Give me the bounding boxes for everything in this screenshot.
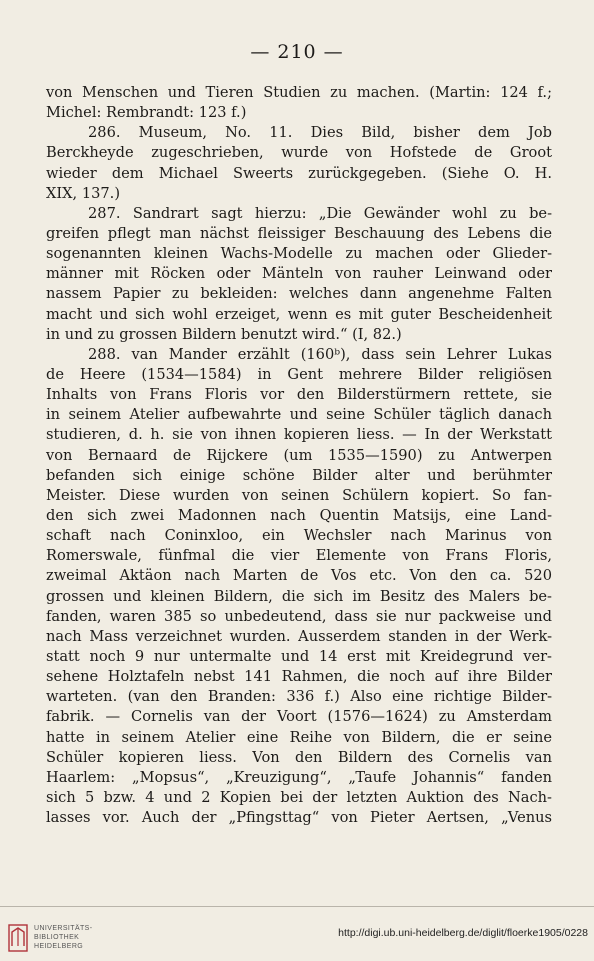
text-line: Haarlem: „Mopsus“, „Kreuzigung“, „Taufe Johannis“ fanden [46,768,552,786]
footer-divider [0,906,594,907]
text-line: studieren, d. h. sie von ihnen kopieren liess. — In der Werkstatt [46,426,552,444]
text-line: greifen pflegt man nächst fleissiger Beschauung des Lebens die [46,224,552,242]
text-line: nach Mass verzeichnet wurden. Ausserdem standen in der Werk- [46,627,552,645]
text-line: sehene Holztafeln nebst 141 Rahmen, die noch auf ihre Bilder [46,668,552,686]
text-line: fabrik. — Cornelis van der Voort (1576—1624) zu Amsterdam [46,708,552,726]
text-line: Schüler kopieren liess. Von den Bildern des Cornelis van [46,748,552,766]
text-line: statt noch 9 nur untermalte und 14 erst mit Kreidegrund ver- [46,647,552,665]
text-line: fanden, waren 385 so unbedeutend, dass sie nur packweise und [46,607,552,625]
library-logo [8,922,158,956]
library-seal-icon [8,924,28,952]
text-line: den sich zwei Madonnen nach Quentin Matsijs, eine Land- [46,506,552,524]
text-line: warteten. (van den Branden: 336 f.) Also eine richtige Bilder- [46,688,552,706]
body-text [46,83,552,828]
text-line: Michel: Rembrandt: 123 f.) [46,104,247,122]
text-line: lasses vor. Auch der „Pfingsttag“ von Pieter Aertsen, „Venus [46,809,552,827]
text-line: von Menschen und Tieren Studien zu machen. (Martin: 124 f.; [46,84,552,101]
text-line: schaft nach Coninxloo, ein Wechsler nach Marinus von [46,527,552,545]
page-number: — 210 — [250,41,344,63]
text-line: hatte in seinem Atelier eine Reihe von Bildern, die er seine [46,728,552,746]
text-line: Romerswale, fünfmal die vier Elemente von Frans Floris, [46,547,552,565]
text-line: Meister. Diese wurden von seinen Schülern kopiert. So fan- [46,486,552,504]
text-line: sogenannten kleinen Wachs-Modelle zu machen oder Glieder- [46,245,552,263]
text-line: männer mit Röcken oder Mänteln von rauher Leinwand oder [46,265,552,283]
text-line: grossen und kleinen Bildern, die sich im Besitz des Malers be- [46,587,552,605]
text-line: macht und sich wohl erzeiget, wenn es mit guter Bescheidenheit [46,305,552,323]
text-line: in und zu grossen Bildern benutzt wird.“ (I, 82.) [46,325,402,343]
logo-line: UNIVERSITÄTS- [34,925,93,932]
text-line: 288. van Mander erzählt (160ᵇ), dass sein Lehrer Lukas [88,345,552,363]
text-line: Berckheyde zugeschrieben, wurde von Hofstede de Groot [46,144,552,162]
text-line: zweimal Aktäon nach Marten de Vos etc. Von den ca. 520 [46,567,552,585]
text-line: nassem Papier zu bekleiden: welches dann angenehme Falten [46,285,552,303]
text-line: XIX, 137.) [46,184,121,202]
text-line: in seinem Atelier aufbewahrte und seine Schüler täglich danach [46,406,552,424]
logo-line: HEIDELBERG [34,943,84,950]
source-url-link[interactable]: http://digi.ub.uni-heidelberg.de/diglit/floerke1905/0228 [338,927,588,939]
text-line: befanden sich einige schöne Bilder alter und berühmter [46,466,552,484]
logo-line: BIBLIOTHEK [34,934,80,941]
text-line: Inhalts von Frans Floris vor den Bilderstürmern rettete, sie [46,386,552,404]
text-line: 286. Museum, No. 11. Dies Bild, bisher dem Job [88,124,552,142]
text-line: sich 5 bzw. 4 und 2 Kopien bei der letzten Auktion des Nach- [46,788,552,806]
text-line: von Bernaard de Rijckere (um 1535—1590) zu Antwerpen [46,446,552,464]
text-line: wieder dem Michael Sweerts zurückgegeben. (Siehe O. H. [46,164,552,182]
text-line: de Heere (1534—1584) in Gent mehrere Bilder religiösen [46,365,552,383]
text-line: 287. Sandrart sagt hierzu: „Die Gewänder wohl zu be- [88,204,552,222]
